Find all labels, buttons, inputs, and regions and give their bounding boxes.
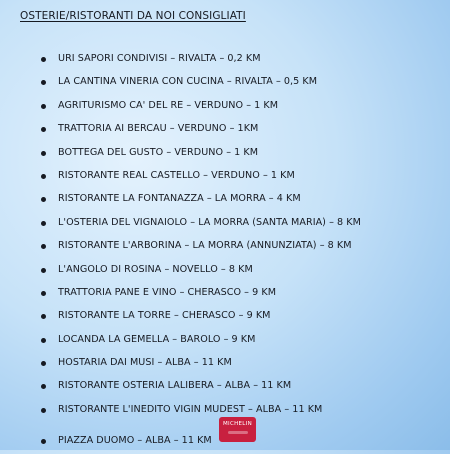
list-item-label: TRATTORIA PANE E VINO – CHERASCO – 9 KM bbox=[58, 286, 277, 298]
list-item-label: RISTORANTE LA TORRE – CHERASCO – 9 KM bbox=[58, 310, 271, 322]
list-item-label: LOCANDA LA GEMELLA – BAROLO – 9 KM bbox=[58, 333, 256, 345]
bullet-icon bbox=[41, 361, 46, 366]
list-item-label: PIAZZA DUOMO – ALBA – 11 KM bbox=[58, 435, 212, 447]
bullet-icon bbox=[41, 244, 46, 249]
list-item-label: TRATTORIA AI BERCAU – VERDUNO – 1KM bbox=[58, 123, 259, 135]
bullet-icon bbox=[41, 291, 46, 296]
bullet-icon bbox=[41, 197, 46, 202]
bullet-icon bbox=[41, 439, 46, 444]
list-item-label: BOTTEGA DEL GUSTO – VERDUNO – 1 KM bbox=[58, 146, 259, 158]
michelin-badge-stars bbox=[228, 431, 248, 434]
bullet-icon bbox=[41, 314, 46, 319]
list-item-label: RISTORANTE L'INEDITO VIGIN MUDEST – ALBA – 11 KM bbox=[58, 403, 323, 415]
bullet-icon bbox=[41, 268, 46, 273]
list-item-label: RISTORANTE REAL CASTELLO – VERDUNO – 1 KM bbox=[58, 169, 295, 181]
bullet-icon bbox=[41, 338, 46, 343]
michelin-badge-text: MICHELIN bbox=[222, 421, 253, 427]
bullet-icon bbox=[41, 151, 46, 156]
list-item-label: L'OSTERIA DEL VIGNAIOLO – LA MORRA (SANTA MARIA) – 8 KM bbox=[58, 216, 361, 228]
michelin-badge bbox=[219, 417, 256, 442]
list-item-label: RISTORANTE LA FONTANAZZA – LA MORRA – 4 KM bbox=[58, 193, 301, 205]
list-item-label: LA CANTINA VINERIA CON CUCINA – RIVALTA – 0,5 KM bbox=[58, 76, 318, 88]
document-title: OSTERIE/RISTORANTI DA NOI CONSIGLIATI bbox=[20, 10, 246, 22]
list-item-label: URI SAPORI CONDIVISI – RIVALTA – 0,2 KM bbox=[58, 53, 261, 64]
bullet-icon bbox=[41, 57, 46, 62]
bullet-icon bbox=[41, 221, 46, 226]
bullet-icon bbox=[41, 408, 46, 413]
bullet-icon bbox=[41, 384, 46, 389]
bullet-icon bbox=[41, 174, 46, 179]
bullet-icon bbox=[41, 80, 46, 85]
list-item-label: RISTORANTE L'ARBORINA – LA MORRA (ANNUNZIATA) – 8 KM bbox=[58, 240, 352, 252]
bullet-icon bbox=[41, 127, 46, 132]
bullet-icon bbox=[41, 104, 46, 109]
list-item-label: L'ANGOLO DI ROSINA – NOVELLO – 8 KM bbox=[58, 263, 253, 275]
list-item-label: RISTORANTE OSTERIA LALIBERA – ALBA – 11 KM bbox=[58, 380, 292, 392]
list-item-label: AGRITURISMO CA' DEL RE – VERDUNO – 1 KM bbox=[58, 99, 279, 111]
list-item-label: HOSTARIA DAI MUSI – ALBA – 11 KM bbox=[58, 357, 232, 369]
